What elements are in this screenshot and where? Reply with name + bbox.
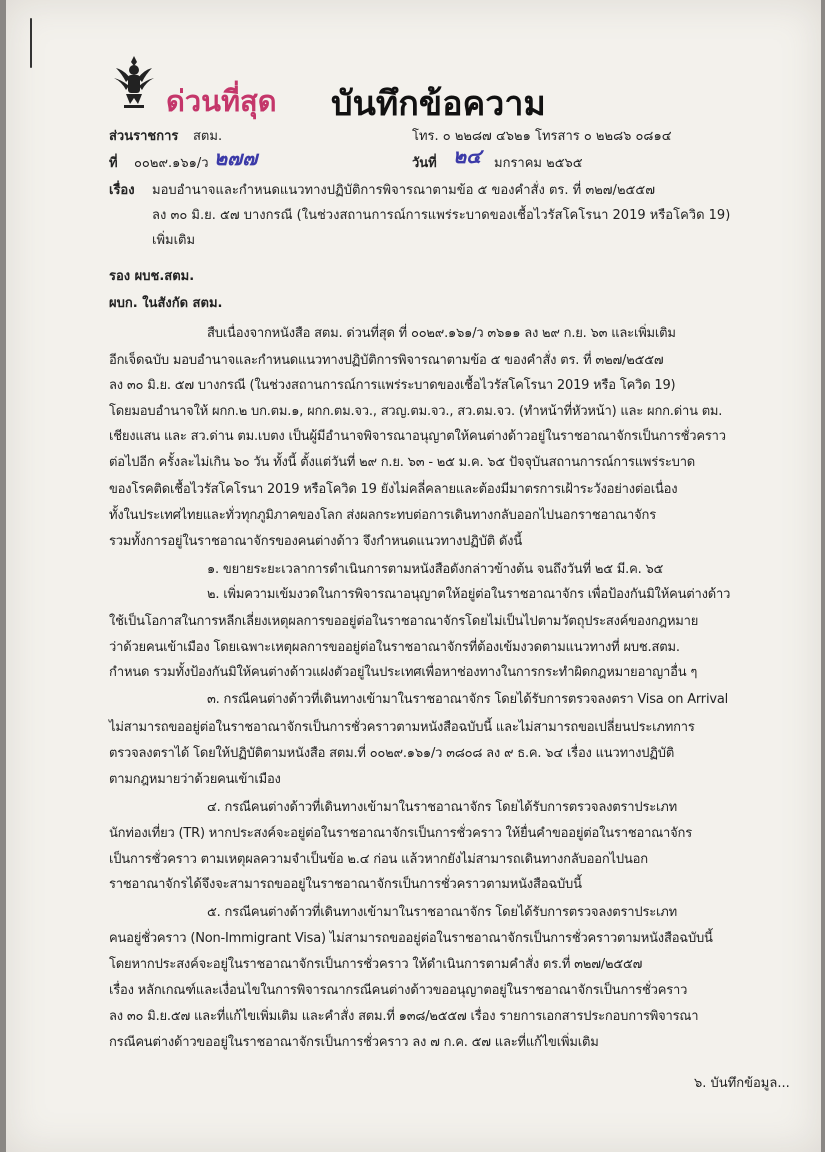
paper-clip: [6, 0, 28, 75]
urgency-stamp: ด่วนที่สุด: [166, 84, 277, 118]
ref-handwritten: ๒๗๗: [214, 146, 258, 170]
body-line: สืบเนื่องจากหนังสือ สตม. ด่วนที่สุด ที่ ๐๐๒๙.๑๖๑/ว ๓๖๑๑ ลง ๒๙ ก.ย. ๖๓ และเพิ่มเติม: [207, 326, 676, 341]
body-line: ๓. กรณีคนต่างด้าวที่เดินทางเข้ามาในราชอาณาจักร โดยได้รับการตรวจลงตรา Visa on Arrival: [207, 692, 729, 707]
body-line: กำหนด รวมทั้งป้องกันมิให้คนต่างด้าวแฝงตัวอยู่ในประเทศเพื่อหาช่องทางในการกระทำผิดกฎหมายอาญาอื่น ๆ: [109, 665, 698, 680]
document-title: บันทึกข้อความ: [331, 84, 546, 124]
subject-label: เรื่อง: [109, 183, 135, 198]
body-line: ของโรคติดเชื้อไวรัสโคโรนา 2019 หรือโควิด 19 ยังไม่คลี่คลายและต้องมีมาตรการเฝ้าระวังอย่างต่อเนื่อง: [109, 482, 678, 497]
body-line: โดยหากประสงค์จะอยู่ในราชอาณาจักรเป็นการชั่วคราว ให้ดำเนินการตามคำสั่ง ตร.ที่ ๓๒๗/๒๕๕๗: [109, 957, 643, 972]
body-line: ไม่สามารถขออยู่ต่อในราชอาณาจักรเป็นการชั่วคราวตามหนังสือฉบับนี้ และไม่สามารถขอเปลี่ยนประเภทการ: [109, 720, 695, 735]
continuation-note: ๖. บันทึกข้อมูล...: [694, 1076, 790, 1091]
ref-number: ๐๐๒๙.๑๖๑/ว: [134, 156, 209, 171]
body-line: นักท่องเที่ยว (TR) หากประสงค์จะอยู่ต่อในราชอาณาจักรเป็นการชั่วคราว ให้ยื่นคำขออยู่ต่อในราชอาณาจักร: [109, 826, 693, 841]
body-line: ลง ๓๐ มิ.ย. ๕๗ บางกรณี (ในช่วงสถานการณ์การแพร่ระบาดของเชื้อไวรัสโคโรนา 2019 หรือ โควิด 19): [109, 378, 676, 393]
body-line: เรื่อง หลักเกณฑ์และเงื่อนไขในการพิจารณากรณีคนต่างด้าวขออนุญาตอยู่ในราชอาณาจักรเป็นการชั่วคราว: [109, 983, 688, 998]
body-line: คนอยู่ชั่วคราว (Non-Immigrant Visa) ไม่สามารถขออยู่ต่อในราชอาณาจักรเป็นการชั่วคราวตามหนังสือฉบับนี้: [109, 931, 713, 946]
body-line: ตรวจลงตราได้ โดยให้ปฏิบัติตามหนังสือ สตม.ที่ ๐๐๒๙.๑๖๑/ว ๓๘๐๘ ลง ๙ ธ.ค. ๖๔ เรื่อง แนวทางปฏิบัติ: [109, 746, 675, 761]
garuda-emblem-icon: [112, 52, 156, 112]
subject-line: เพิ่มเติม: [152, 233, 196, 248]
body-line: ลง ๓๐ มิ.ย.๕๗ และที่แก้ไขเพิ่มเติม และคำสั่ง สตม.ที่ ๑๓๘/๒๕๕๗ เรื่อง รายการเอกสารประกอบการพิจารณา: [109, 1009, 699, 1024]
date-month-year: มกราคม ๒๕๖๕: [494, 156, 583, 171]
body-line: เป็นการชั่วคราว ตามเหตุผลความจำเป็นข้อ ๒.๔ ก่อน แล้วหากยังไม่สามารถเดินทางกลับออกไปนอก: [109, 852, 648, 867]
body-line: ๒. เพิ่มความเข้มงวดในการพิจารณาอนุญาตให้อยู่ต่อในราชอาณาจักร เพื่อป้องกันมิให้คนต่างด้าว: [207, 587, 731, 602]
body-line: ต่อไปอีก ครั้งละไม่เกิน ๖๐ วัน ทั้งนี้ ตั้งแต่วันที่ ๒๙ ก.ย. ๖๓ - ๒๕ ม.ค. ๖๕ ปัจจุบันสถานการณ์การแพร่ระบาด: [109, 455, 696, 470]
body-line: โดยมอบอำนาจให้ ผกก.๒ บก.ตม.๑, ผกก.ตม.จว., สวญ.ตม.จว., สว.ตม.จว. (ทำหน้าที่หัวหน้า) และ ผกก.ด่าน ตม.: [109, 404, 723, 419]
body-line: กรณีคนต่างด้าวขออยู่ในราชอาณาจักรเป็นการชั่วคราว ลง ๗ ก.ค. ๕๗ และที่แก้ไขเพิ่มเติม: [109, 1035, 599, 1050]
body-line: ตามกฎหมายว่าด้วยคนเข้าเมือง: [109, 772, 281, 787]
subject-line: มอบอำนาจและกำหนดแนวทางปฏิบัติการพิจารณาตามข้อ ๕ ของคำสั่ง ตร. ที่ ๓๒๗/๒๕๕๗: [152, 183, 655, 198]
office-value: สตม.: [193, 129, 223, 144]
body-line: รวมทั้งการอยู่ในราชอาณาจักรของคนต่างด้าว จึงกำหนดแนวทางปฏิบัติ ดังนี้: [109, 534, 523, 549]
office-label: ส่วนราชการ: [109, 129, 179, 144]
body-line: ว่าด้วยคนเข้าเมือง โดยเฉพาะเหตุผลการขออยู่ต่อในราชอาณาจักรที่ต้องเข้มงวดตามแนวทางที่ ผบช.สตม.: [109, 640, 680, 655]
body-line: อีกเจ็ดฉบับ มอบอำนาจและกำหนดแนวทางปฏิบัติการพิจารณาตามข้อ ๕ ของคำสั่ง ตร. ที่ ๓๒๗/๒๕๕๗: [109, 353, 664, 368]
date-label: วันที่: [412, 156, 437, 171]
body-line: ๕. กรณีคนต่างด้าวที่เดินทางเข้ามาในราชอาณาจักร โดยได้รับการตรวจลงตราประเภท: [207, 905, 677, 920]
body-line: ๑. ขยายระยะเวลาการดำเนินการตามหนังสือดังกล่าวข้างต้น จนถึงวันที่ ๒๕ มี.ค. ๖๕: [207, 562, 664, 577]
recipient: ผบก. ในสังกัด สตม.: [109, 296, 223, 311]
ref-label: ที่: [109, 156, 118, 171]
phone-fax: โทร. ๐ ๒๒๘๗ ๔๖๒๑ โทรสาร ๐ ๒๒๘๖ ๐๘๑๔: [412, 129, 672, 144]
subject-line: ลง ๓๐ มิ.ย. ๕๗ บางกรณี (ในช่วงสถานการณ์การแพร่ระบาดของเชื้อไวรัสโคโรนา 2019 หรือโควิด 19): [152, 208, 731, 223]
body-line: ราชอาณาจักรได้จึงจะสามารถขออยู่ในราชอาณาจักรเป็นการชั่วคราวตามหนังสือฉบับนี้: [109, 877, 582, 892]
memo-page: [6, 0, 821, 1152]
body-line: ๔. กรณีคนต่างด้าวที่เดินทางเข้ามาในราชอาณาจักร โดยได้รับการตรวจลงตราประเภท: [207, 800, 677, 815]
date-day-handwritten: ๒๔: [453, 144, 482, 168]
body-line: ทั้งในประเทศไทยและทั่วทุกภูมิภาคของโลก ส่งผลกระทบต่อการเดินทางกลับออกไปนอกราชอาณาจักร: [109, 508, 656, 523]
recipient: รอง ผบช.สตม.: [109, 269, 195, 284]
body-line: เชียงแสน และ สว.ด่าน ตม.เบตง เป็นผู้มีอำนาจพิจารณาอนุญาตให้คนต่างด้าวอยู่ในราชอาณาจักรเป็นการชั่วคราว: [109, 429, 726, 444]
body-line: ใช้เป็นโอกาสในการหลีกเลี่ยงเหตุผลการขออยู่ต่อในราชอาณาจักรโดยไม่เป็นไปตามวัตถุประสงค์ของกฎหมาย: [109, 614, 699, 629]
